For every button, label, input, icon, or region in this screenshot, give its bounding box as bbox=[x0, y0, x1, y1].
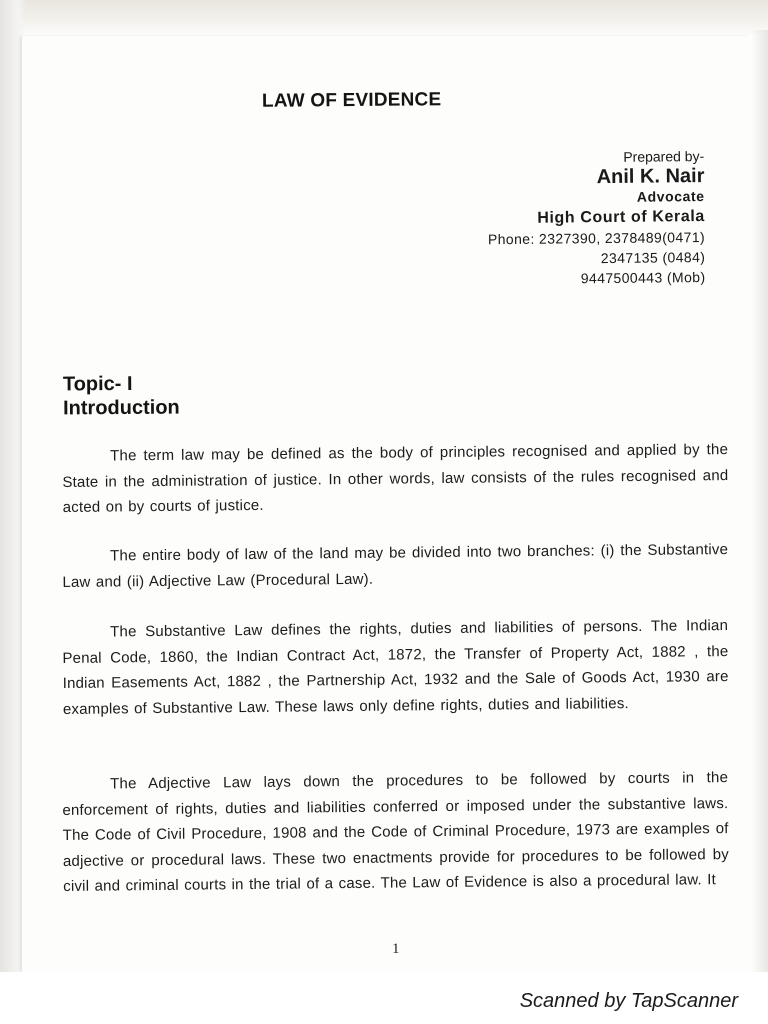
scan-background-right bbox=[750, 30, 768, 975]
scanner-watermark: Scanned by TapScanner bbox=[519, 990, 738, 1012]
author-mobile: 9447500443 (Mob) bbox=[580, 268, 706, 287]
author-phone-line-2: 2347135 (0484) bbox=[600, 248, 706, 267]
prepared-by-label: Prepared by- bbox=[623, 148, 705, 165]
author-designation: Advocate bbox=[636, 187, 705, 205]
author-block bbox=[487, 148, 706, 289]
paragraph-3 bbox=[62, 613, 729, 722]
document-title: LAW OF EVIDENCE bbox=[261, 89, 442, 112]
paragraph-text: The Substantive Law defines the rights, duties and liabilities of persons. The Indian Penal Code, 1860, the Indian Contract Act, 1872, the Transfer of Property Act, 1882 , the Indian Easements Act, 1882 , the Partnership Act, 1932 and the Sale of Goods Act, 1930 are examples of Substantive Law. These laws only define rights, duties and liabilities. bbox=[62, 617, 729, 718]
paragraph-text: The Adjective Law lays down the procedures to be followed by courts in the enforcement of rights, duties and liabilities conferred or imposed under the substantive laws. The Code of Civil Procedure, 1908 and the Code of Criminal Procedure, 1973 are examples of adjective or procedural laws. These two enactments provide for procedures to be followed by civil and criminal courts in the trial of a case. The Law of Evidence is also a procedural law. It bbox=[62, 769, 729, 895]
author-court: High Court of Kerala bbox=[537, 207, 705, 227]
paragraph-text: The term law may be defined as the body of principles recognised and applied by the State in the administration of justice. In other words, law consists of the rules recognised and acted on by courts of justice. bbox=[62, 441, 729, 516]
scan-background-top bbox=[0, 0, 768, 34]
paragraph-4 bbox=[62, 765, 729, 899]
author-phone-line-1: Phone: 2327390, 2378489(0471) bbox=[487, 228, 706, 248]
topic-title: Introduction bbox=[63, 396, 180, 420]
topic-heading-block bbox=[63, 372, 180, 421]
paragraph-text: The entire body of law of the land may be divided into two branches: (i) the Substantive Law and (ii) Adjective Law (Procedural Law). bbox=[62, 541, 729, 591]
paragraph-2 bbox=[62, 537, 728, 595]
author-name: Anil K. Nair bbox=[596, 164, 705, 189]
paragraph-1 bbox=[62, 437, 729, 520]
page-number: 1 bbox=[392, 941, 400, 957]
topic-number: Topic- I bbox=[62, 372, 133, 396]
